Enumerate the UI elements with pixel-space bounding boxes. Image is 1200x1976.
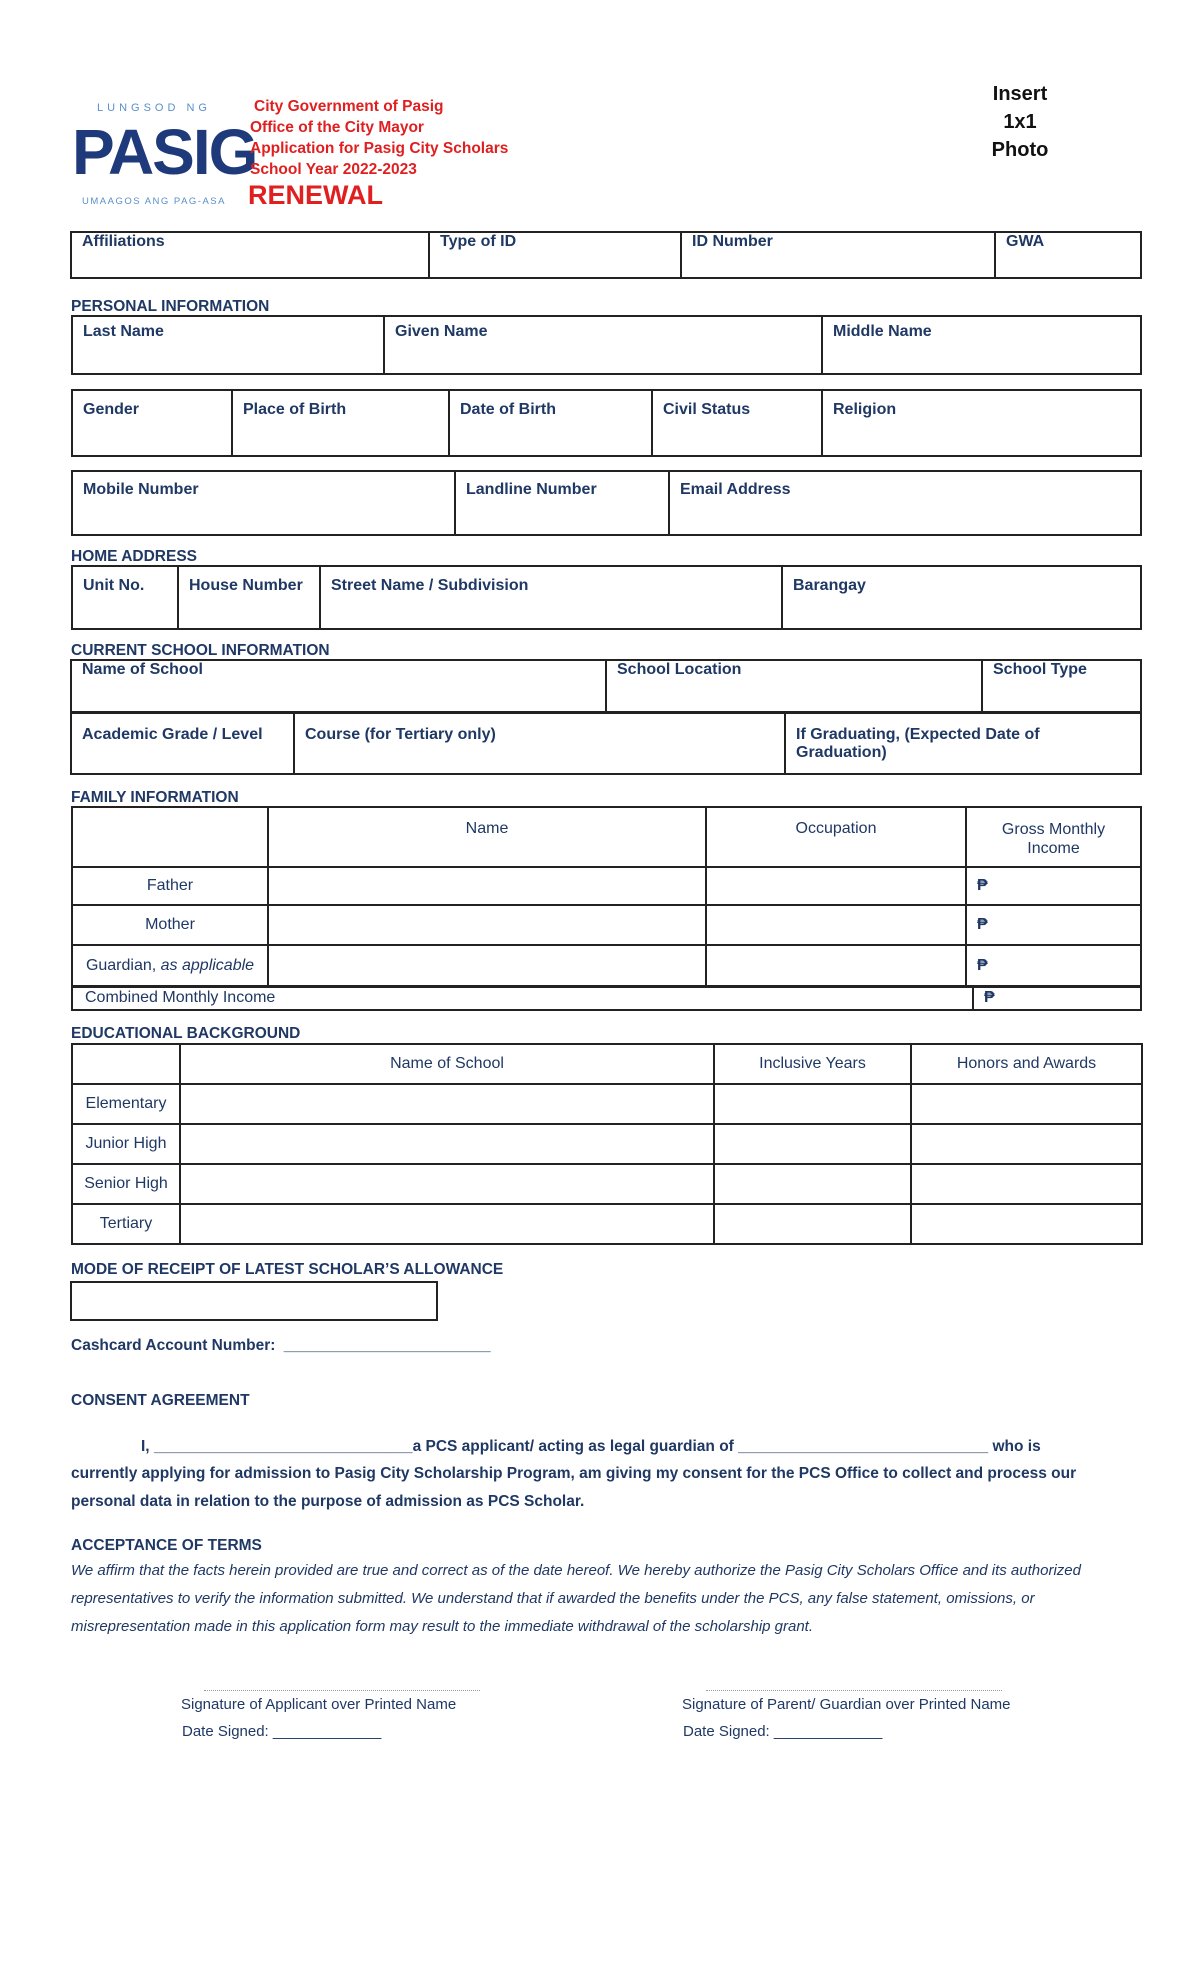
terms-line-3: misrepresentation made in this application form may result to the immediate withdrawal of the scholarship grant. [71,1618,814,1635]
city-logo [72,102,257,212]
consent-text-end: who is [992,1438,1041,1455]
id-number-label: ID Number [692,233,773,250]
home-address-title: HOME ADDRESS [71,548,198,565]
affiliations-label: Affiliations [82,233,165,250]
senior-high-years-cell[interactable] [714,1164,911,1204]
logo-top-text: LUNGSOD NG [97,102,211,114]
school-info-title: CURRENT SCHOOL INFORMATION [71,642,330,659]
photo-line-3: Photo [991,139,1049,161]
senior-high-honors-cell[interactable] [911,1164,1142,1204]
place-of-birth-label: Place of Birth [243,401,347,418]
logo-main-text: PASIG [72,116,257,188]
house-number-field[interactable] [178,566,320,629]
consent-i: I, [141,1438,150,1455]
terms-title: ACCEPTANCE OF TERMS [71,1537,262,1554]
landline-number-field[interactable] [455,471,669,535]
name-of-school-field[interactable] [71,660,606,712]
father-occupation-cell[interactable] [706,867,966,905]
applicant-date-line [182,1723,381,1740]
terms-line-2: representatives to verify the information submitted. We understand that if awarded the benefits under the PCS, any false statement, omissions, or [71,1590,1035,1607]
barangay-label: Barangay [793,577,866,594]
father-name-cell[interactable] [268,867,706,905]
street-name-field[interactable] [320,566,782,629]
barangay-field[interactable] [782,566,1141,629]
cashcard-input[interactable]: ________________________ [283,1337,491,1354]
education-header-honors: Honors and Awards [911,1044,1142,1084]
logo-tagline: UMAAGOS ANG PAG-ASA [82,196,226,207]
middle-name-field[interactable] [822,316,1141,374]
type-of-id-label: Type of ID [440,233,517,250]
cashcard-line [71,1337,491,1355]
education-header-years: Inclusive Years [714,1044,911,1084]
family-header-name: Name [268,807,706,867]
education-header-school: Name of School [180,1044,714,1084]
applicant-signature-label: Signature of Applicant over Printed Name [181,1696,457,1713]
id-number-field[interactable] [681,232,995,278]
education-row-elementary [72,1084,1142,1124]
parent-date-input[interactable]: _____________ [773,1723,883,1740]
school-row-2 [70,712,1142,775]
family-row-guardian [72,945,1141,987]
education-row-label: Junior High [72,1124,180,1164]
last-name-field[interactable] [72,316,384,374]
course-field[interactable] [294,713,785,774]
family-row-label: Father [72,867,268,905]
personal-info-title: PERSONAL INFORMATION [71,298,270,315]
combined-income-cell[interactable]: ₱ [973,986,1141,1010]
allowance-mode-box[interactable] [70,1281,438,1321]
parent-signature-label: Signature of Parent/ Guardian over Printed Name [682,1696,1011,1713]
applicant-date-input[interactable]: _____________ [272,1723,382,1740]
education-row-label: Elementary [72,1084,180,1124]
consent-title: CONSENT AGREEMENT [71,1392,250,1409]
landline-number-label: Landline Number [466,481,597,498]
education-row-label: Senior High [72,1164,180,1204]
applicant-date-label: Date Signed: [182,1723,269,1740]
academic-grade-field[interactable] [71,713,294,774]
father-income-cell[interactable]: ₱ [966,867,1141,905]
header-text-block [250,96,508,180]
personal-row-1 [71,315,1142,375]
combined-income-table [71,985,1142,1011]
mother-name-cell[interactable] [268,905,706,945]
school-location-field[interactable] [606,660,982,712]
education-title: EDUCATIONAL BACKGROUND [71,1025,301,1042]
family-row-mother [72,905,1141,945]
photo-placeholder[interactable] [960,80,1080,164]
mobile-number-field[interactable] [72,471,455,535]
personal-row-2 [71,389,1142,457]
guardian-income-cell[interactable]: ₱ [966,945,1141,987]
applicant-name-blank[interactable]: ______________________________ [153,1438,413,1455]
consent-line-1 [141,1438,1041,1456]
education-row-junior-high [72,1124,1142,1164]
guardian-of-blank[interactable]: _____________________________ [738,1438,989,1455]
guardian-name-cell[interactable] [268,945,706,987]
junior-high-honors-cell[interactable] [911,1124,1142,1164]
elementary-honors-cell[interactable] [911,1084,1142,1124]
school-row-1 [70,659,1142,713]
education-row-senior-high [72,1164,1142,1204]
photo-line-2: 1x1 [1003,111,1037,133]
header-line-city: City Government of Pasig [254,98,444,115]
school-type-label: School Type [993,661,1087,678]
personal-row-3 [71,470,1142,536]
place-of-birth-field[interactable] [232,390,449,456]
education-row-label: Tertiary [72,1204,180,1244]
elementary-years-cell[interactable] [714,1084,911,1124]
gender-field[interactable] [72,390,232,456]
parent-date-label: Date Signed: [683,1723,770,1740]
education-row-tertiary [72,1204,1142,1244]
unit-no-field[interactable] [72,566,178,629]
cashcard-label: Cashcard Account Number: [71,1337,276,1354]
name-of-school-label: Name of School [82,661,203,678]
family-header-blank [72,807,268,867]
graduation-date-field[interactable] [785,713,1141,774]
header-line-office: Office of the City Mayor [250,119,424,136]
given-name-field[interactable] [384,316,822,374]
type-of-id-field[interactable] [429,232,681,278]
education-table [71,1043,1143,1245]
unit-no-label: Unit No. [83,577,145,594]
guardian-label-cell [72,945,268,987]
senior-high-school-cell[interactable] [180,1164,714,1204]
last-name-label: Last Name [83,323,164,340]
civil-status-field[interactable] [652,390,822,456]
affiliations-field[interactable] [71,232,429,278]
tertiary-years-cell[interactable] [714,1204,911,1244]
header-line-school-year: School Year 2022-2023 [250,161,417,178]
family-row-father [72,867,1141,905]
street-name-label: Street Name / Subdivision [331,577,529,594]
date-of-birth-label: Date of Birth [460,401,556,418]
graduation-date-label: If Graduating, (Expected Date of Graduation) [796,726,1040,761]
tertiary-honors-cell[interactable] [911,1204,1142,1244]
junior-high-years-cell[interactable] [714,1124,911,1164]
mother-occupation-cell[interactable] [706,905,966,945]
tertiary-school-cell[interactable] [180,1204,714,1244]
terms-body [71,1557,1081,1641]
terms-line-1: We affirm that the facts herein provided are true and correct as of the date hereof. We hereby authorize the Pasig City Scholars Office and its authorized [71,1562,1081,1579]
course-label: Course (for Tertiary only) [305,726,496,743]
email-address-label: Email Address [680,481,791,498]
civil-status-label: Civil Status [663,401,751,418]
education-header-blank [72,1044,180,1084]
school-type-field[interactable] [982,660,1141,712]
consent-line-2: currently applying for admission to Pasig City Scholarship Program, am giving my consent for the PCS Office to collect and process our [71,1465,1077,1482]
family-info-title: FAMILY INFORMATION [71,789,239,806]
email-address-field[interactable] [669,471,1141,535]
religion-label: Religion [833,401,897,418]
allowance-title: MODE OF RECEIPT OF LATEST SCHOLAR’S ALLOWANCE [71,1261,504,1278]
middle-name-label: Middle Name [833,323,932,340]
junior-high-school-cell[interactable] [180,1124,714,1164]
family-row-label: Mother [72,905,268,945]
consent-text-mid: a PCS applicant/ acting as legal guardian of [412,1438,734,1455]
renewal-title: RENEWAL [248,180,383,210]
applicant-signature-line[interactable] [204,1690,480,1691]
religion-field[interactable] [822,390,1141,456]
gwa-label: GWA [1006,233,1045,250]
given-name-label: Given Name [395,323,488,340]
mother-income-cell[interactable]: ₱ [966,905,1141,945]
family-header-income: Gross Monthly Income [966,807,1141,867]
id-info-table [70,231,1142,279]
guardian-label: Guardian, [85,957,157,974]
family-header-occupation: Occupation [706,807,966,867]
academic-grade-label: Academic Grade / Level [82,726,263,743]
combined-income-label: Combined Monthly Income [72,986,973,1010]
gender-label: Gender [83,401,140,418]
parent-signature-line[interactable] [706,1690,1002,1691]
header-line-application: Application for Pasig City Scholars [250,140,509,157]
elementary-school-cell[interactable] [180,1084,714,1124]
guardian-occupation-cell[interactable] [706,945,966,987]
school-location-label: School Location [617,661,742,678]
photo-line-1: Insert [992,83,1048,105]
home-address-row [71,565,1142,630]
guardian-note: as applicable [160,957,255,974]
mobile-number-label: Mobile Number [83,481,199,498]
consent-line-3: personal data in relation to the purpose of admission as PCS Scholar. [71,1493,585,1510]
parent-date-line [683,1723,882,1740]
family-table [71,806,1142,988]
date-of-birth-field[interactable] [449,390,652,456]
gwa-field[interactable] [995,232,1141,278]
house-number-label: House Number [189,577,303,594]
